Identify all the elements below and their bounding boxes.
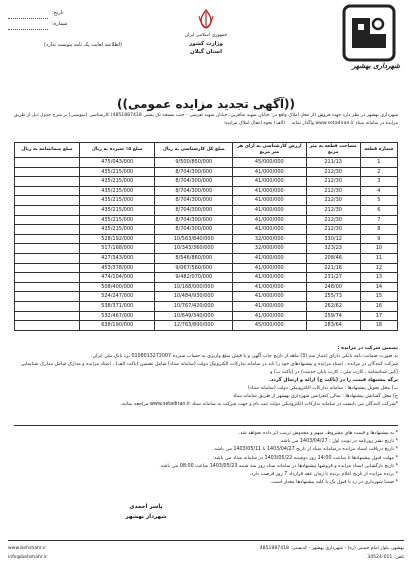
- table-row: [15, 321, 398, 331]
- table-cell: 208/46: [306, 253, 360, 263]
- notes-section: [14, 430, 398, 487]
- table-cell: 248/00: [306, 282, 360, 292]
- table-row: [15, 301, 398, 311]
- table-row: [15, 167, 398, 177]
- table-cell: 8/704/300/000: [155, 186, 233, 196]
- state-emblem: [178, 8, 234, 56]
- table-cell: 32/000/000: [233, 234, 306, 244]
- footer-phone: تلفن: 011-34524: [367, 555, 404, 560]
- table-cell: 435/215/000: [79, 215, 155, 225]
- table-cell: 517/168/000: [79, 244, 155, 254]
- footer-address-block: [204, 544, 404, 562]
- table-cell: 8/704/300/000: [155, 196, 233, 206]
- table-row: [15, 205, 398, 215]
- table-row: [15, 196, 398, 206]
- table-row: [15, 263, 398, 273]
- table-cell: 435/215/000: [79, 167, 155, 177]
- emblem-line-2: وزارت کشور: [189, 41, 223, 47]
- table-cell: 3: [360, 177, 397, 187]
- table-cell: 231/27: [306, 273, 360, 283]
- table-cell: 41/000/000: [233, 263, 306, 273]
- condition-line: به صورت ضمانت نامه بانکی دارای اعتبار سه (3) ماهه از تاریخ چاپ آگهی و یا فیش مبلغ واریزی به حساب سپرده 0108013272007 نزد بانک ملی ایران.: [90, 354, 398, 359]
- table-body: [15, 158, 398, 331]
- table-cell: 323/23: [306, 244, 360, 254]
- table-cell: 41/000/000: [233, 186, 306, 196]
- condition-line: *شرکت کنندگان می بایست در سامانه تدارکات الکترونیکی دولت ثبت نام و جهت شرکت به سامانه ستاد www.setadiran.ir مراجعه نمایند.: [120, 402, 398, 407]
- table-cell: 2: [360, 167, 397, 177]
- table-cell: 11: [360, 253, 397, 263]
- date-label: تاریخ:: [52, 10, 64, 16]
- table-cell: 41/000/000: [233, 205, 306, 215]
- table-cell: 8: [360, 225, 397, 235]
- attachment-note: (اطلاعیه لغایت یک نامه پیوست ندارد): [44, 42, 122, 48]
- condition-line: شرکت کنندگان در مزایده ، اسناد مزایده و پیشنهادهای خود را باید در سامانه تدارکات الکترونیک دولت (سامانه ستاد) شامل تضمین (پاکت الف) ، اسناد مزایده و مدارک شامل مدارک شناسایی (کپی شناسنامه ، کارت ملی ، کارت پایان خدمت) در (پاکت ب) و: [20, 362, 398, 375]
- table-cell: 8/704/300/000: [155, 225, 233, 235]
- table-cell: 8/704/300/000: [155, 177, 233, 187]
- table-row: [15, 253, 398, 263]
- intro-paragraph: [14, 112, 398, 128]
- table-cell: 10/343/360/000: [155, 244, 233, 254]
- table-cell: 212/30: [306, 215, 360, 225]
- note-line: * تاریخ بازگشایی اسناد مزایده و فروشها پیشنهادها در سامانه ستاد روز سه شنبه 1403/05/23 ساعت 08:00 می باشد.: [159, 463, 398, 469]
- table-row: [15, 186, 398, 196]
- table-cell: [15, 253, 80, 263]
- table-cell: [15, 186, 80, 196]
- table-cell: 45/000/000: [233, 158, 306, 168]
- table-cell: [15, 321, 80, 331]
- table-cell: [15, 263, 80, 273]
- conditions-section: [14, 345, 398, 409]
- col-total-value: مبلغ کل کارشناسی به ریال: [155, 143, 233, 158]
- table-cell: [15, 196, 80, 206]
- table-cell: [15, 301, 80, 311]
- table-cell: 435/215/000: [79, 177, 155, 187]
- footer-divider: [8, 540, 404, 541]
- footer-address: بهشهر، بلوار امام خمینی (ره) - شهرداری بهشهر - کدپستی: 4851887418: [259, 546, 404, 551]
- table-cell: 1: [360, 158, 397, 168]
- table-cell: 453/378/000: [79, 263, 155, 273]
- table-row: [15, 215, 398, 225]
- table-cell: 8/704/300/000: [155, 167, 233, 177]
- table-cell: 41/000/000: [233, 282, 306, 292]
- table-cell: 212/30: [306, 225, 360, 235]
- signatory-name: یاسر احمدی: [129, 504, 163, 510]
- table-cell: [15, 225, 80, 235]
- condition-line: تضمین شرکت در مزایده :: [337, 346, 398, 351]
- table-cell: 435/215/000: [79, 186, 155, 196]
- table-cell: 435/215/000: [79, 205, 155, 215]
- table-cell: [15, 273, 80, 283]
- table-cell: 41/000/000: [233, 311, 306, 321]
- table-cell: [15, 167, 80, 177]
- table-cell: [15, 205, 80, 215]
- table-cell: 283/64: [306, 321, 360, 331]
- table-cell: 41/000/000: [233, 253, 306, 263]
- table-cell: 5: [360, 196, 397, 206]
- table-cell: 41/000/000: [233, 301, 306, 311]
- table-cell: 212/30: [306, 177, 360, 187]
- condition-line: ج) محل گشایش پیشنهادها : سالن کنفرانس شهرداری بهشهر از طریق سامانه ستاد: [232, 394, 398, 399]
- col-deposit: مبلغ ۵٪ سپرده به ریال: [79, 143, 155, 158]
- table-cell: 9: [360, 234, 397, 244]
- table-cell: 10/767/420/000: [155, 301, 233, 311]
- col-lot-number: شماره قطعه: [360, 143, 397, 158]
- lots-table: [14, 142, 398, 331]
- letter-meta: [8, 8, 158, 51]
- table-cell: 538/371/000: [79, 301, 155, 311]
- table-cell: 17: [360, 311, 397, 321]
- table-cell: 211/13: [306, 158, 360, 168]
- table-cell: 212/30: [306, 186, 360, 196]
- table-header-row: [15, 143, 398, 158]
- table-cell: 10/168/000/000: [155, 282, 233, 292]
- table-cell: 10: [360, 244, 397, 254]
- table-cell: 45/000/000: [233, 321, 306, 331]
- note-line: * به پیشنهادها و قیمت های مشروط، مبهم و مخدوش ترتیب اثر داده نخواهد شد.: [238, 431, 398, 436]
- table-row: [15, 244, 398, 254]
- table-row: [15, 234, 398, 244]
- signatory-title: شهردار بهشهر: [125, 514, 167, 520]
- table-row: [15, 225, 398, 235]
- table-cell: 221/16: [306, 263, 360, 273]
- table-row: [15, 282, 398, 292]
- table-cell: [15, 234, 80, 244]
- table-cell: 255/73: [306, 292, 360, 302]
- table-cell: 8/704/300/000: [155, 215, 233, 225]
- table-cell: [15, 215, 80, 225]
- note-line: * تاریخ دریافت اسناد مزایده درسامانه ستاد از تاریخ 1403/04/27 تا 1403/05/11 می باشد.: [212, 447, 398, 453]
- table-cell: 7: [360, 215, 397, 225]
- emblem-line-3: استان گیلان: [190, 49, 222, 55]
- table-cell: 212/30: [306, 205, 360, 215]
- emblem-line-1: جمهوری اسلامی ایران: [184, 33, 228, 38]
- table-cell: 41/000/000: [233, 225, 306, 235]
- table-cell: 528/192/000: [79, 234, 155, 244]
- table-cell: 12/763/800/000: [155, 321, 233, 331]
- table-cell: 475/043/000: [79, 158, 155, 168]
- note-line: * برنده مزایده از تاریخ اعلام برنده تا زمان عقد قرارداد 7 روز فرصت دارد.: [249, 472, 398, 478]
- table-cell: 41/000/000: [233, 215, 306, 225]
- number-label: شماره:: [52, 21, 68, 27]
- table-row: [15, 158, 398, 168]
- table-cell: 41/000/000: [233, 167, 306, 177]
- table-cell: 212/30: [306, 167, 360, 177]
- table-row: [15, 273, 398, 283]
- intro-text: شهرداری بهشهر در نظر دارد جهت فروش (از محل املاک واقع در: خیابان شهید ساقرین، خیابان شهید تفرشی - جنب مسجد تک پستی 4851887418) کارشناسی (سوسنی) بر شرح جدول ذیل از طریق مزایده در سامانه ستاد www.setadiran.ir واگذار نماید.: [14, 113, 398, 126]
- table-cell: 435/215/000: [79, 225, 155, 235]
- table-cell: 524/247/000: [79, 292, 155, 302]
- col-area: مساحت قطعه به متر مربع: [306, 143, 360, 158]
- table-cell: 212/30: [306, 196, 360, 206]
- municipality-logo-icon: [330, 4, 404, 64]
- table-cell: [15, 177, 80, 187]
- table-cell: 4: [360, 186, 397, 196]
- col-guarantee: مبلغ ضمانتنامه به ریال: [15, 143, 80, 158]
- table-row: [15, 311, 398, 321]
- table-row: [15, 292, 398, 302]
- table-cell: 10/484/930/000: [155, 292, 233, 302]
- table-cell: 508/400/000: [79, 282, 155, 292]
- table-cell: [15, 158, 80, 168]
- table-cell: 10/563/840/000: [155, 234, 233, 244]
- table-cell: 638/190/000: [79, 321, 155, 331]
- table-cell: 16: [360, 301, 397, 311]
- logo-caption: شهرداری بهشهر: [352, 62, 400, 70]
- table-cell: 14: [360, 282, 397, 292]
- table-cell: [15, 311, 80, 321]
- table-cell: 9/067/560/000: [155, 263, 233, 273]
- table-cell: [15, 244, 80, 254]
- document-title: ((آگهی تجدید مزایده عمومی)): [116, 97, 295, 111]
- table-cell: 9/482/070/000: [155, 273, 233, 283]
- footer-email[interactable]: info@behshahr.ir: [8, 555, 47, 560]
- table-cell: 41/000/000: [233, 177, 306, 187]
- footer-contacts: [8, 544, 98, 562]
- note-line: * تاریخ نشر روزنامه در نوبت اول : 1403/04/27 می باشد.: [279, 439, 398, 445]
- col-price-per-meter: ارزش کارشناسی به ازای هر متر مربع: [233, 143, 306, 158]
- note-line: * ضمنا شهرداری در رد یا قبول یک یا کلیه پیشنهادها مختار است.: [270, 480, 398, 486]
- table-cell: 10/649/340/000: [155, 311, 233, 321]
- table-cell: 32/000/000: [233, 244, 306, 254]
- table-cell: 435/215/000: [79, 196, 155, 206]
- table-cell: 262/62: [306, 301, 360, 311]
- table-cell: 9/500/850/000: [155, 158, 233, 168]
- table-cell: 330/12: [306, 234, 360, 244]
- table-cell: [15, 282, 80, 292]
- intro-label: (الف) نحوه انتقال املاک مزایده:: [223, 121, 285, 126]
- table-cell: 12: [360, 263, 397, 273]
- table-cell: 8/704/300/000: [155, 205, 233, 215]
- table-cell: 259/74: [306, 311, 360, 321]
- note-line: * مهلت قبول پیشنهادها تا ساعت 14:00 روز دوشنبه 1403/05/22 در سامانه ستاد می باشد.: [212, 455, 398, 461]
- table-cell: 13: [360, 273, 397, 283]
- table-cell: 8/546/860/000: [155, 253, 233, 263]
- signature-block: [116, 502, 176, 522]
- table-cell: 474/104/000: [79, 273, 155, 283]
- condition-line: ب) محل تحویل پیشنهادها : سامانه تدارکات الکترونیکی دولت (سامانه ستاد): [247, 386, 398, 391]
- table-cell: 427/343/000: [79, 253, 155, 263]
- iran-emblem-icon: [195, 8, 217, 30]
- footer-website[interactable]: www.behshahr.ir: [8, 546, 47, 551]
- section-divider: [14, 425, 398, 426]
- table-cell: 41/000/000: [233, 292, 306, 302]
- table-row: [15, 177, 398, 187]
- condition-line: برگه پیشنهاد قیمت را در (پاکت ج) ارائه و ارسال گردد.: [269, 378, 398, 383]
- table-cell: 41/000/000: [233, 196, 306, 206]
- table-cell: 18: [360, 321, 397, 331]
- table-cell: 41/000/000: [233, 273, 306, 283]
- table-cell: [15, 292, 80, 302]
- table-cell: 15: [360, 292, 397, 302]
- table-cell: 532/467/000: [79, 311, 155, 321]
- table-cell: 6: [360, 205, 397, 215]
